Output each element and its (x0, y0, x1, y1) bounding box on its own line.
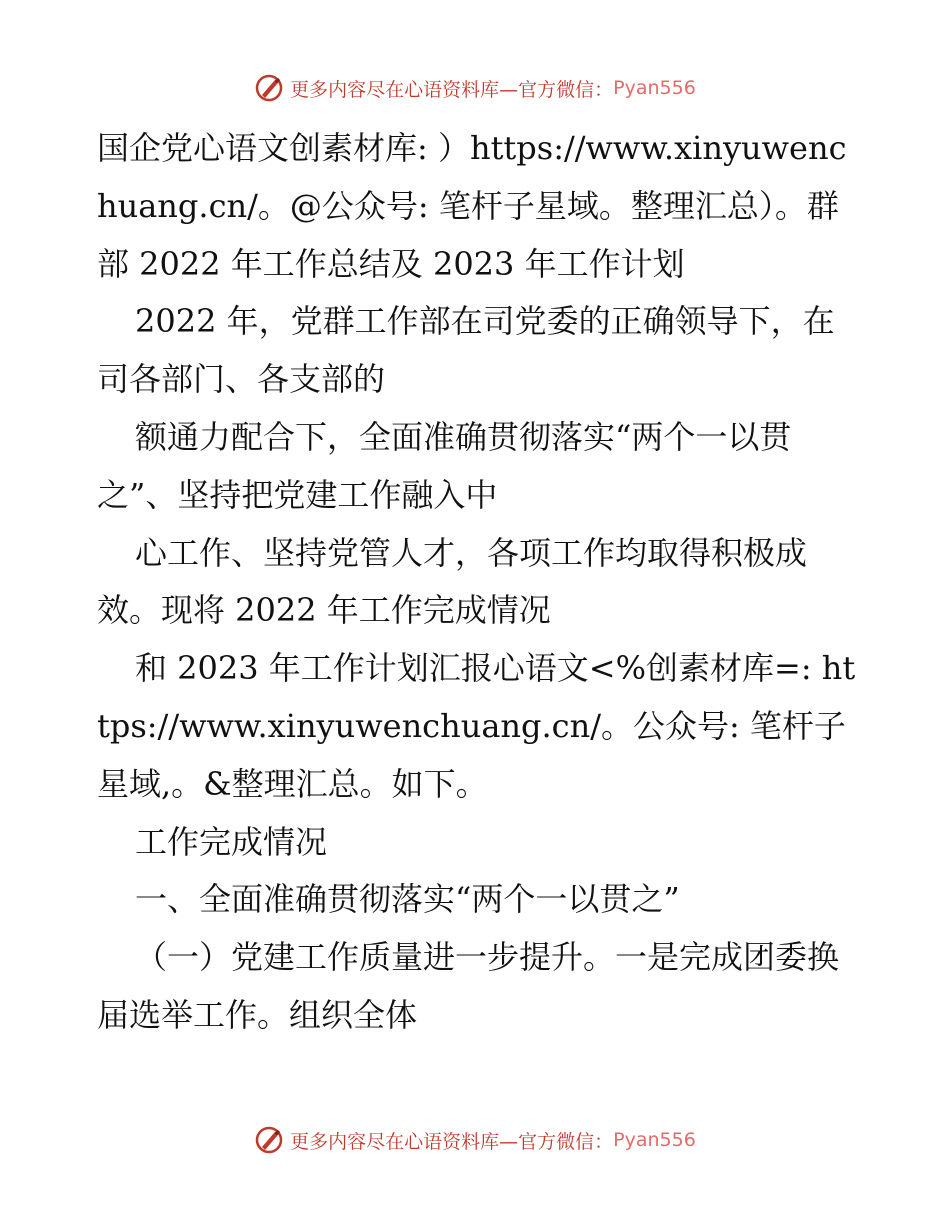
paragraph: 和 2023 年工作计划汇报心语文<%创素材库=: https://www.xinyuwenchuang.cn/。公众号: 笔杆子星域,。&整理汇总。如下。 (97, 649, 856, 803)
paragraph-title: 国企党心语文创素材库: ）https://www.xinyuwenchuang.cn/。@公众号: 笔杆子星域。整理汇总）。群部 2022 年工作总结及 2023 年工作计划 (97, 129, 847, 283)
footer-banner (0, 1120, 950, 1160)
subsection-heading: 一、全面准确贯彻落实“两个一以贯之” (135, 880, 680, 919)
paragraph: 2022 年，党群工作部在司党委的正确领导下，在司各部门、各支部的 (97, 302, 835, 399)
header-banner-text: 更多内容尽在心语资料库—官方微信： (290, 78, 614, 101)
footer-banner-text: 更多内容尽在心语资料库—官方微信： (290, 1130, 614, 1153)
paragraph: （一）党建工作质量进一步提升。一是完成团委换届选举工作。组织全体 (97, 938, 840, 1034)
header-banner (0, 68, 950, 108)
paragraph: 额通力配合下，全面准确贯彻落实“两个一以贯之”、坚持把党建工作融入中 (97, 417, 792, 514)
header-banner-id: Pyan556 (613, 77, 696, 99)
pen-logo-icon (254, 1125, 284, 1155)
footer-banner-id: Pyan556 (613, 1129, 696, 1151)
pen-logo-icon (254, 73, 284, 103)
document-body (97, 120, 857, 1045)
section-heading: 工作完成情况 (135, 822, 328, 861)
paragraph: 心工作、坚持党管人才，各项工作均取得积极成效。现将 2022 年工作完成情况 (97, 533, 808, 630)
